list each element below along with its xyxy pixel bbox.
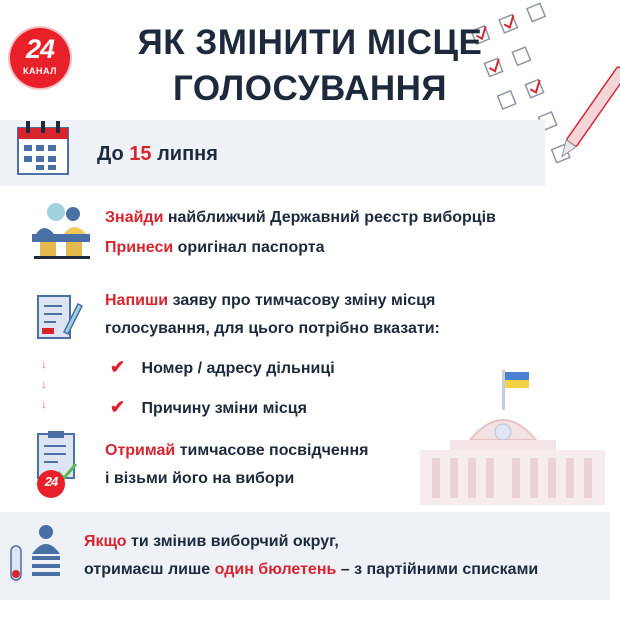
step-bring-text: оригінал паспорта [173, 239, 325, 256]
step-receive [105, 437, 368, 493]
deadline-day: 15 [129, 143, 152, 165]
step-write-text: заяву про тимчасову зміну місця [168, 292, 436, 309]
title-line-1: ЯК ЗМІНИТИ МІСЦЕ [137, 23, 483, 62]
step-write-line2: голосування, для цього потрібно вказати: [105, 320, 440, 337]
checkmark-icon: ✔ [110, 397, 126, 417]
arrow-down-icon: ↓ [41, 357, 47, 371]
note-text [84, 528, 538, 584]
application-form-icon [34, 292, 84, 344]
channel-logo [10, 28, 70, 88]
note-text-3: – з партійними списками [336, 561, 539, 578]
arrow-down-icon: ↓ [41, 377, 47, 391]
logo-number: 24 [44, 474, 58, 489]
note-one-ballot: один бюлетень [214, 561, 337, 578]
list-item [110, 353, 335, 383]
title-line-2: ГОЛОСУВАННЯ [172, 69, 448, 108]
step-receive-verb: Отримай [105, 442, 176, 459]
note-text-2: отримаєш лише [84, 561, 215, 578]
deadline-text [97, 143, 218, 166]
deadline-month: липня [151, 143, 218, 165]
page-title [110, 20, 510, 112]
channel-logo-small [37, 470, 65, 498]
logo-number: 24 [25, 34, 55, 64]
voter-id-icon [6, 520, 70, 586]
list-item-text: Причину зміни місця [141, 400, 307, 417]
parliament-building-icon [410, 360, 615, 510]
step-bring-verb: Принеси [105, 239, 174, 256]
note-word-if: Якщо [84, 533, 127, 550]
step-write [105, 287, 440, 343]
arrow-down-icon: ↓ [41, 397, 47, 411]
calendar-icon [14, 118, 72, 178]
list-item [110, 393, 307, 423]
ukraine-flag-icon [505, 372, 529, 388]
step-receive-line2: і візьми його на вибори [105, 470, 295, 487]
logo-label: КАНАЛ [23, 66, 57, 76]
deadline-band [0, 120, 545, 186]
step-find-text: найближчий Державний реєстр виборців [163, 209, 496, 226]
step-find-verb: Знайди [105, 209, 164, 226]
step-write-verb: Напиши [105, 292, 169, 309]
note-text-1: ти змінив виборчий округ, [126, 533, 339, 550]
registry-desk-icon [26, 200, 96, 262]
checkmark-icon: ✔ [110, 357, 126, 377]
list-item-text: Номер / адресу дільниці [141, 360, 335, 377]
deadline-prefix: До [97, 143, 130, 165]
step-bring [105, 234, 325, 262]
step-find [105, 204, 496, 232]
step-receive-text: тимчасове посвідчення [175, 442, 369, 459]
